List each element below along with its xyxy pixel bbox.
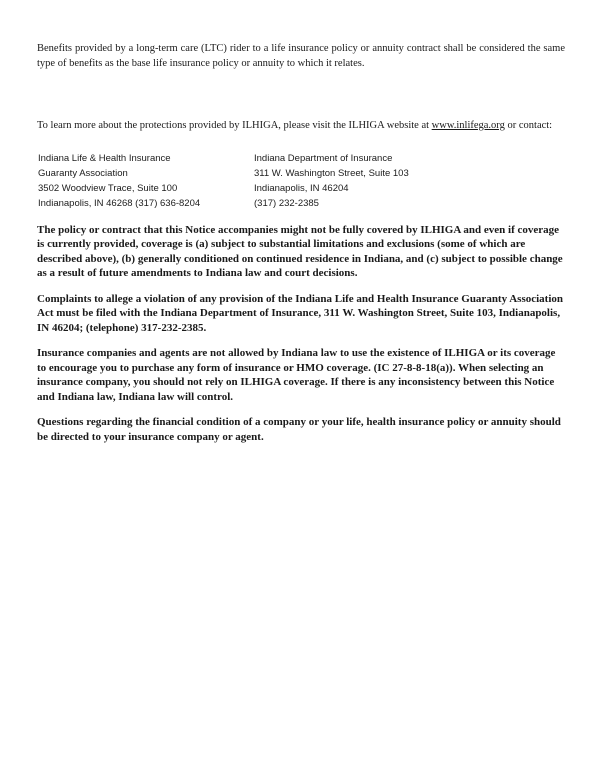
contact-org-name-line2: Guaranty Association [38, 167, 128, 179]
contact-guaranty-association [38, 151, 254, 211]
learn-more-text-after: or contact: [504, 120, 553, 131]
paragraph-coverage-limitations: The policy or contract that this Notice accompanies might not be fully covered by ILHIGA and even if coverage is currently provided, coverage is (a) subject to substantial limitations and exclusions (some of which are described above), (b) generally conditioned on continued residence in Indiana, and (c) subject to possible change as a result of future amendments to Indiana law and court decisions. [37, 223, 563, 279]
contact-block [38, 151, 565, 211]
paragraph-ltc-rider: Benefits provided by a long-term care (LTC) rider to a life insurance policy or annuity contract shall be considered the same type of benefits as the base life insurance policy or annuity to which it relates. [37, 43, 565, 69]
contact-street-address: 3502 Woodview Trace, Suite 100 [38, 182, 178, 194]
contact-city: Indianapolis, IN 46204 [254, 182, 349, 194]
learn-more-text-before: To learn more about the protections provided by ILHIGA, please visit the ILHIGA website at [37, 120, 432, 131]
contact-street-address: 311 W. Washington Street, Suite 103 [254, 167, 409, 179]
contact-department-of-insurance [254, 151, 409, 211]
contact-org-name-line1: Indiana Life & Health Insurance [38, 152, 171, 164]
ilhiga-website-link[interactable]: www.inlifega.org [431, 120, 505, 131]
paragraph-financial-condition-questions: Questions regarding the financial condition of a company or your life, health insurance policy or annuity should be directed to your insurance company or agent. [37, 416, 561, 443]
paragraph-learn-more [37, 119, 565, 134]
contact-city-phone: Indianapolis, IN 46268 (317) 636-8204 [38, 197, 201, 209]
contact-org-name: Indiana Department of Insurance [254, 152, 393, 164]
contact-phone: (317) 232-2385 [254, 197, 319, 209]
paragraph-complaints: Complaints to allege a violation of any provision of the Indiana Life and Health Insurance Guaranty Association Act must be filed with the Indiana Department of Insurance, 311 W. Washington Street, Suite 103, Indianapolis, IN 46204; (telephone) 317-232-2385. [37, 292, 564, 334]
paragraph-insurance-companies-restriction: Insurance companies and agents are not allowed by Indiana law to use the existence of ILHIGA or its coverage to encourage you to purchase any form of insurance or HMO coverage. (IC 27-8-8-18(a)). When selecting an insurance company, you should not rely on ILHIGA coverage. If there is any inconsistency between this Notice and Indiana law, Indiana law will control. [37, 347, 556, 403]
